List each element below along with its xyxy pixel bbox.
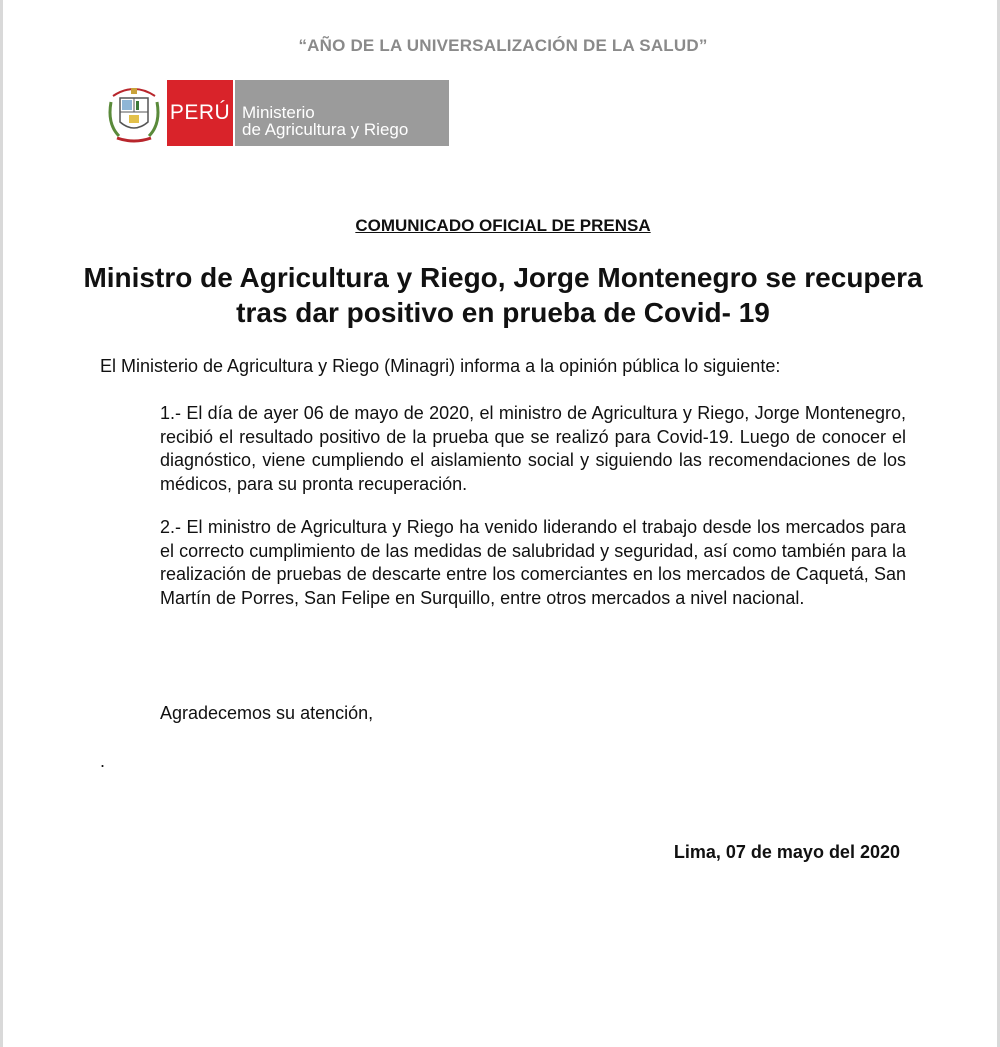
body-paragraph-1: 1.- El día de ayer 06 de mayo de 2020, el ministro de Agricultura y Riego, Jorge Montenegro, recibió el resultado positivo de la prueba que se realizó para Covid-19. Luego de conocer el diagnóstico, viene cumpliendo el aislamiento social y siguiendo las recomendaciones de los médicos, para su pronta recuperación.: [160, 403, 906, 494]
dateline: Lima, 07 de mayo del 2020: [673, 842, 900, 862]
press-release-title: Ministro de Agricultura y Riego, Jorge Montenegro se recupera tras dar positivo en prueba de Covid- 19: [83, 262, 923, 328]
logo-ministry-box: [235, 80, 449, 146]
logo-ministry-line2: de Agricultura y Riego: [242, 120, 409, 139]
closing-line: Agradecemos su atención,: [160, 703, 374, 723]
stray-mark: .: [100, 751, 106, 771]
body-paragraph-2: 2.- El ministro de Agricultura y Riego ha venido liderando el trabajo desde los mercados para el correcto cumplimiento de las medidas de salubridad y seguridad, así como también para la realización de pruebas de descarte entre los comerciantes en los mercados de Caquetá, San Martín de Porres, San Felipe en Surquillo, entre otros mercados a nivel nacional.: [160, 517, 906, 608]
ministry-logo: [107, 80, 449, 146]
press-release-headline: COMUNICADO OFICIAL DE PRENSA: [355, 216, 651, 235]
logo-ministry-line1: Ministerio: [242, 103, 315, 122]
intro-paragraph: El Ministerio de Agricultura y Riego (Minagri) informa a la opinión pública lo siguiente:: [100, 356, 781, 376]
coat-of-arms-icon: [107, 80, 161, 146]
year-motto: “AÑO DE LA UNIVERSALIZACIÓN DE LA SALUD”: [298, 36, 708, 55]
logo-country-box: [167, 80, 233, 146]
logo-country-text: PERÚ: [169, 101, 231, 124]
